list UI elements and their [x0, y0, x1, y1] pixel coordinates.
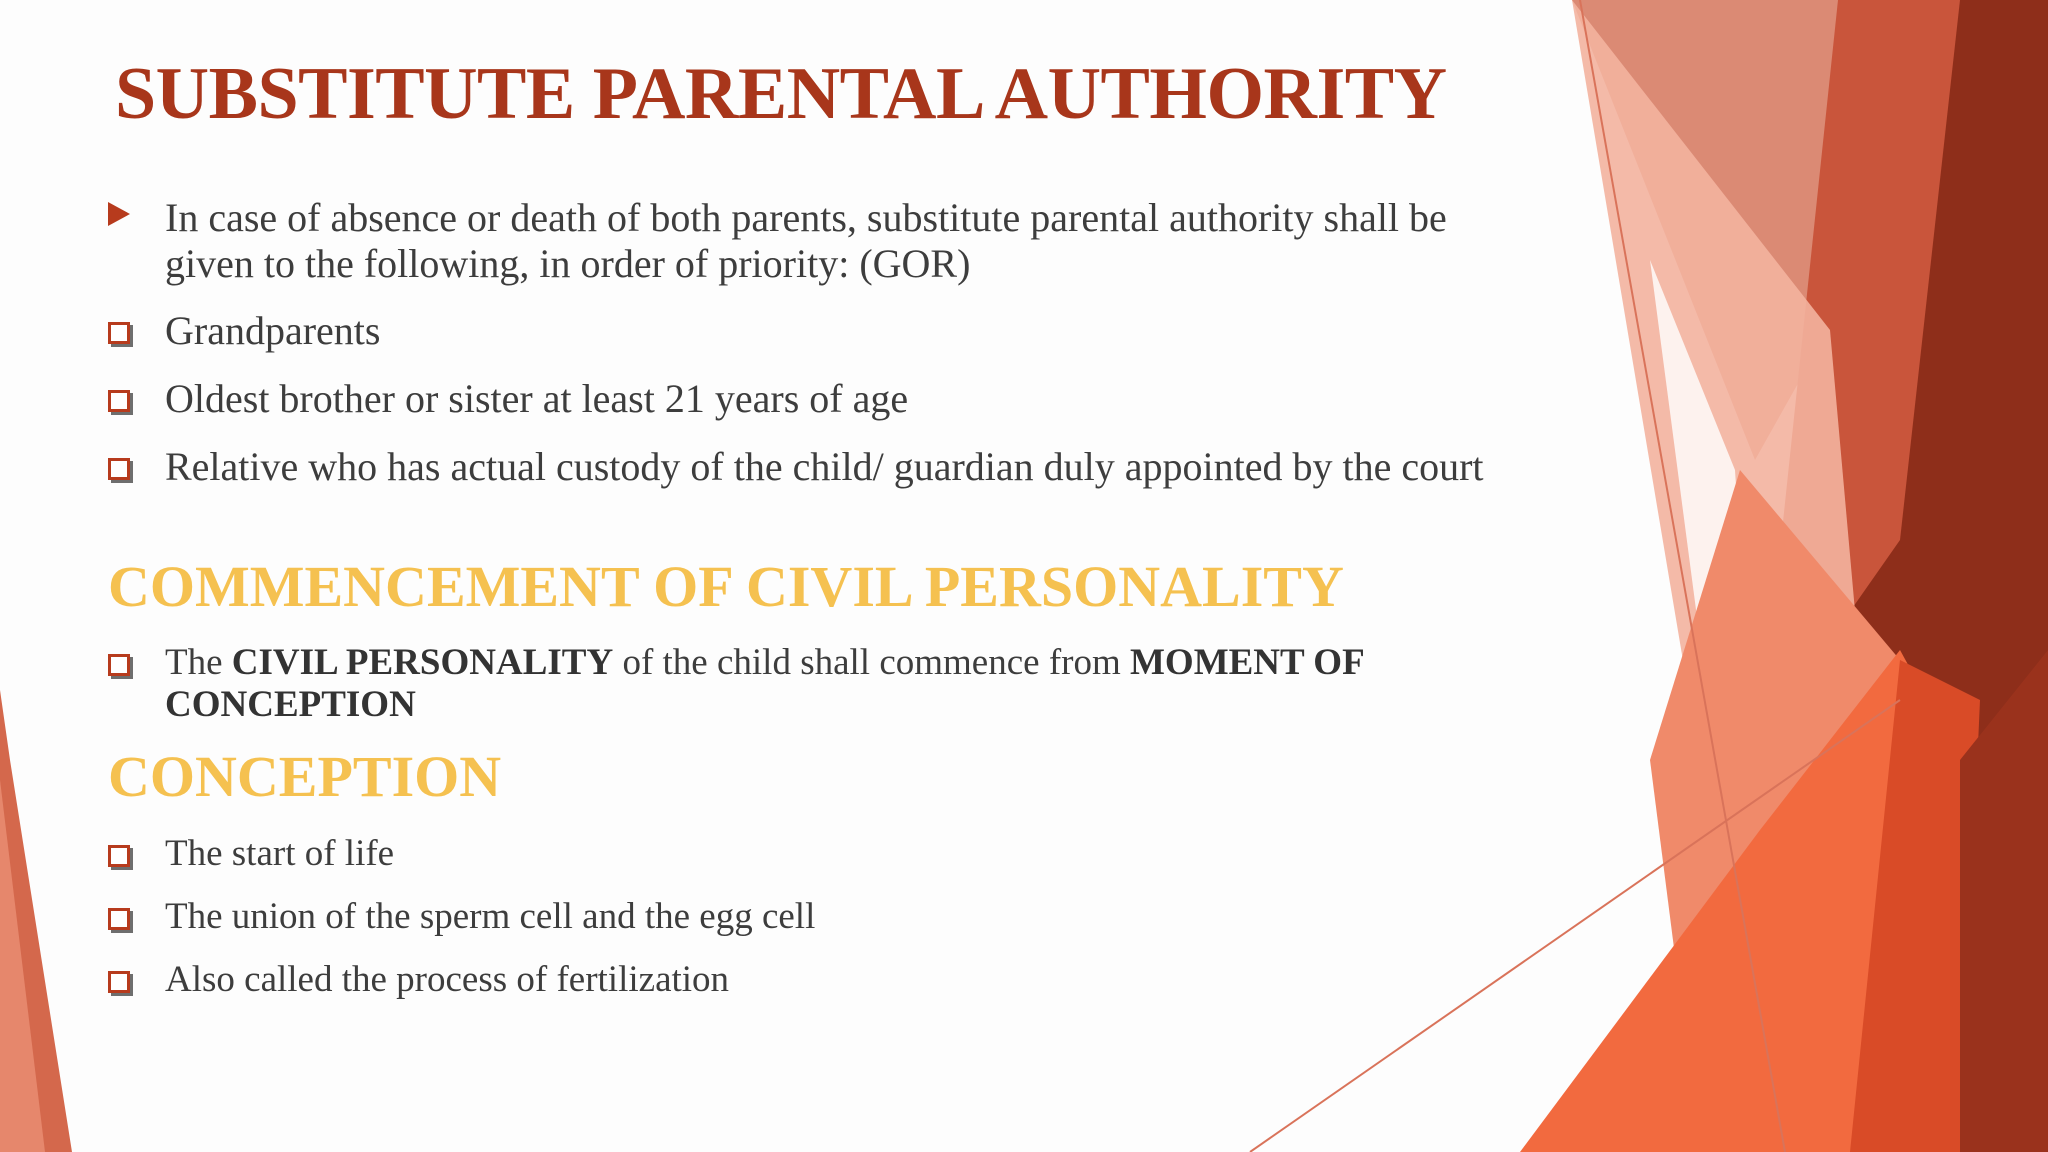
conception-heading: CONCEPTION	[108, 744, 502, 809]
civil-personality-item	[165, 642, 1505, 726]
civil-personality-text-1: The	[165, 642, 232, 683]
checkbox-bullet-icon	[108, 654, 130, 676]
conception-item-start	[165, 833, 1505, 875]
checkbox-bullet-icon	[108, 971, 130, 993]
priority-item-text: Grandparents	[165, 308, 381, 353]
civil-personality-bold-2: MOMENT OF CONCEPTION	[165, 642, 1364, 725]
priority-item-grandparents	[165, 308, 1505, 354]
priority-item-text: Oldest brother or sister at least 21 years of age	[165, 376, 909, 421]
checkbox-bullet-icon	[108, 322, 130, 344]
priority-item-sibling	[165, 376, 1505, 422]
checkbox-bullet-icon	[108, 390, 130, 412]
checkbox-bullet-icon	[108, 845, 130, 867]
checkbox-bullet-icon	[108, 458, 130, 480]
conception-item-union	[165, 896, 1505, 938]
conception-item-fertilization	[165, 959, 1505, 1001]
conception-item-text: The start of life	[165, 833, 395, 874]
checkbox-bullet-icon	[108, 908, 130, 930]
conception-item-text: Also called the process of fertilization	[165, 959, 730, 1000]
civil-personality-heading: COMMENCEMENT OF CIVIL PERSONALITY	[108, 554, 1344, 619]
conception-item-text: The union of the sperm cell and the egg cell	[165, 896, 816, 937]
triangle-bullet-icon	[108, 202, 130, 226]
civil-personality-text-2: of the child shall commence from	[613, 642, 1130, 683]
priority-item-text: Relative who has actual custody of the child/ guardian duly appointed by the court	[165, 444, 1484, 489]
civil-personality-bold-1: CIVIL PERSONALITY	[231, 642, 614, 683]
slide-title: SUBSTITUTE PARENTAL AUTHORITY	[115, 53, 1447, 135]
intro-item	[165, 195, 1505, 287]
intro-text: In case of absence or death of both parents, substitute parental authority shall be given to the following, in order of priority: (GOR)	[165, 195, 1447, 286]
priority-item-relative	[165, 444, 1505, 490]
